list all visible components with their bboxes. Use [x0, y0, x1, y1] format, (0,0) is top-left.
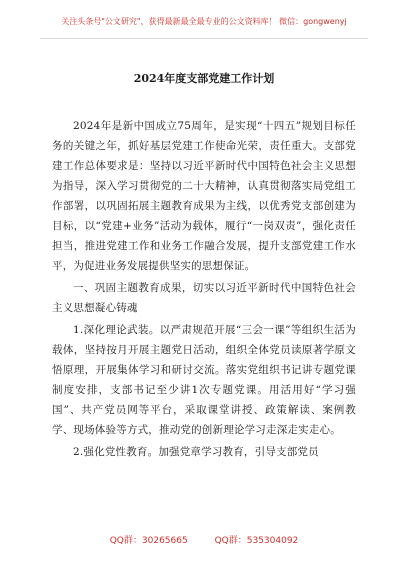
document-body — [52, 116, 356, 464]
footer-contact — [0, 534, 408, 548]
header-notice: 关注头条号"公文研究"，获得最新最全最专业的公文资料库！ 微信：gongwenyj — [61, 17, 347, 26]
item-paragraph-1: 1.深化理论武装。以严肃规范开展“三会一课”等组织生活为载体，坚持按月开展主题党日活动，组织全体党员读原著学原文悟原理，开展集体学习和研讨交流。落实党组织书记讲专题党课制度安排，支部书记至少讲1次专题党课。用活用好“学习强国”、共产党员网等平台，采取课堂讲授、政策解读、案例教学、现场体验等方式，推动党的创新理论学习走深走实走心。 — [52, 324, 356, 436]
item-paragraph-2: 2.强化党性教育。加强党章学习教育，引导支部党员 — [73, 446, 319, 458]
footer-qq-group-2: QQ群：535304092 — [214, 536, 299, 546]
header-divider — [40, 38, 368, 39]
section-heading-1: 一、巩固主题教育成果，切实以习近平新时代中国特色社会主义思想凝心铸魂 — [52, 282, 356, 314]
footer-qq-group-1: QQ群：30265665 — [109, 536, 188, 546]
document-title: 2024年度支部党建工作计划 — [133, 72, 275, 85]
intro-paragraph: 2024年是新中国成立75周年，是实现“十四五”规划目标任务的关键之年，抓好基层党建工作使命光荣，责任重大。支部党建工作总体要求是：坚持以习近平新时代中国特色社会主义思想为指导，深入学习贯彻党的二十大精神，认真贯彻落实局党组工作部署，以巩固拓展主题教育成果为主线，以优秀党支部创建为目标，以“党建+业务”活动为载体，履行“一岗双责”，强化责任担当，推进党建工作和业务工作融合发展，提升支部党建工作水平，为促进业务发展提供坚实的思想保证。 — [52, 120, 356, 272]
